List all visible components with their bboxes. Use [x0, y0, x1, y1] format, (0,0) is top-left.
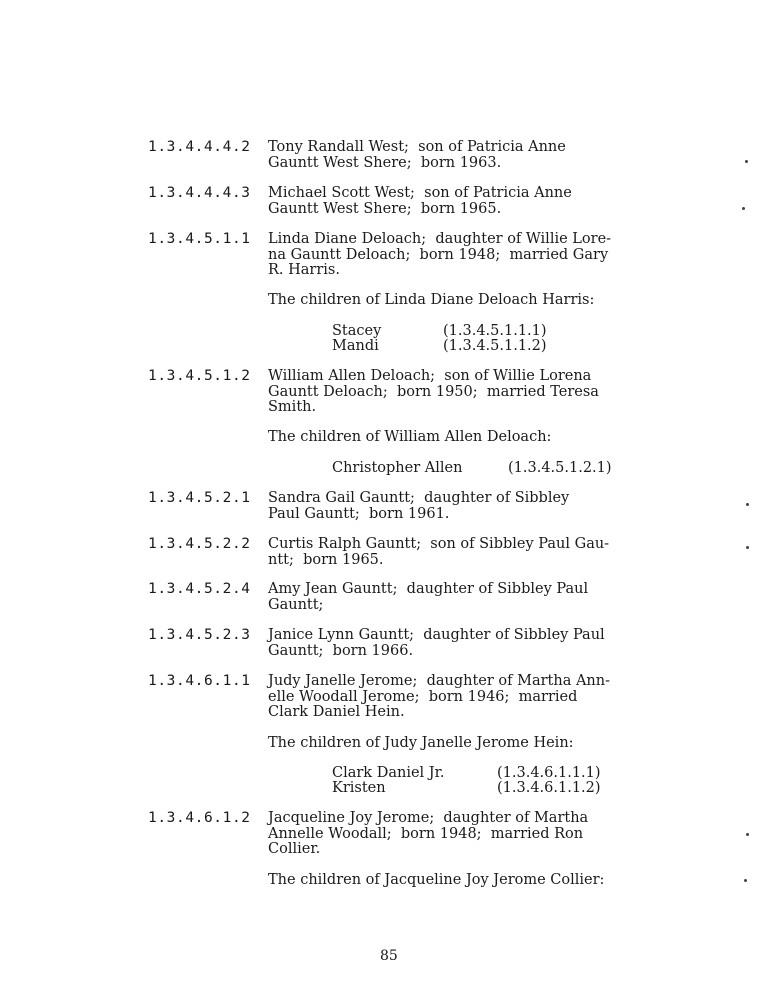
entry-text: William Allen Deloach; son of Willie Lorena Gauntt Deloach; born 1950; married Teresa Smith.	[268, 368, 599, 415]
children-header: The children of Judy Janelle Jerome Hein:	[268, 735, 574, 751]
child-name: Stacey	[332, 323, 382, 339]
child-name: Christopher Allen	[332, 460, 463, 476]
entry-number: 1.3.4.4.4.2	[148, 139, 251, 155]
children-header: The children of Linda Diane Deloach Harris:	[268, 292, 595, 308]
children-header: The children of Jacqueline Joy Jerome Collier:	[268, 872, 605, 888]
child-name: Clark Daniel Jr.	[332, 765, 445, 781]
entry-text: Linda Diane Deloach; daughter of Willie Lore- na Gauntt Deloach; born 1948; married Gary R. Harris.	[268, 231, 612, 278]
scan-speck	[745, 160, 748, 163]
scan-speck	[746, 833, 749, 836]
entry-number: 1.3.4.4.4.3	[148, 185, 251, 201]
scan-speck	[746, 546, 749, 549]
child-id: (1.3.4.5.1.1.1)	[443, 323, 547, 339]
child-id: (1.3.4.5.1.1.2)	[443, 338, 547, 354]
page-number: 85	[380, 948, 398, 964]
scan-speck	[744, 879, 747, 882]
entry-text: Amy Jean Gauntt; daughter of Sibbley Paul Gauntt;	[268, 581, 589, 613]
entry-number: 1.3.4.5.2.3	[148, 627, 251, 643]
entry-number: 1.3.4.5.2.2	[148, 536, 251, 552]
entry-text: Michael Scott West; son of Patricia Anne Gauntt West Shere; born 1965.	[268, 185, 572, 217]
entry-text: Judy Janelle Jerome; daughter of Martha Ann- elle Woodall Jerome; born 1946; married Clark Daniel Hein.	[268, 673, 610, 720]
entry-number: 1.3.4.5.2.4	[148, 581, 251, 597]
scan-speck	[746, 503, 749, 506]
entry-text: Jacqueline Joy Jerome; daughter of Martha Annelle Woodall; born 1948; married Ron Collier.	[268, 810, 589, 857]
child-id: (1.3.4.6.1.1.2)	[497, 780, 601, 796]
child-id: (1.3.4.5.1.2.1)	[508, 460, 612, 476]
children-header: The children of William Allen Deloach:	[268, 429, 552, 445]
entry-text: Curtis Ralph Gauntt; son of Sibbley Paul Gau- ntt; born 1965.	[268, 536, 610, 568]
scan-speck	[742, 207, 745, 210]
entry-text: Sandra Gail Gauntt; daughter of Sibbley Paul Gauntt; born 1961.	[268, 490, 570, 522]
entry-text: Janice Lynn Gauntt; daughter of Sibbley Paul Gauntt; born 1966.	[268, 627, 605, 659]
child-id: (1.3.4.6.1.1.1)	[497, 765, 601, 781]
entry-text: Tony Randall West; son of Patricia Anne Gauntt West Shere; born 1963.	[268, 139, 566, 171]
entry-number: 1.3.4.6.1.1	[148, 673, 251, 689]
entry-number: 1.3.4.5.1.2	[148, 368, 251, 384]
child-name: Kristen	[332, 780, 386, 796]
entry-number: 1.3.4.5.2.1	[148, 490, 251, 506]
child-name: Mandi	[332, 338, 379, 354]
entry-number: 1.3.4.5.1.1	[148, 231, 251, 247]
entry-number: 1.3.4.6.1.2	[148, 810, 251, 826]
